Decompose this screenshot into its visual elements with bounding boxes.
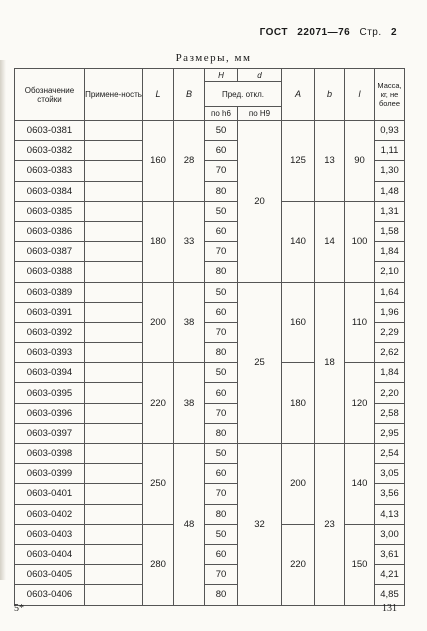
group-B: 48 [174,444,205,606]
row-mass: 1,84 [375,363,405,383]
row-application [85,201,143,221]
row-application [85,524,143,544]
row-designation: 0603-0392 [15,322,85,342]
row-mass: 1,64 [375,282,405,302]
row-H: 70 [205,322,238,342]
row-designation: 0603-0387 [15,242,85,262]
row-H: 70 [205,484,238,504]
group-l: 150 [345,524,375,605]
group-L: 180 [143,201,174,282]
row-mass: 3,56 [375,484,405,504]
gost-number: 22071—76 [297,27,351,38]
group-b: 13 [315,121,345,202]
row-mass: 4,13 [375,504,405,524]
row-application [85,121,143,141]
group-l: 140 [345,444,375,525]
row-H: 50 [205,201,238,221]
col-tolerance: Пред. откл. [205,82,282,107]
dimensions-table [14,68,405,606]
row-H: 80 [205,262,238,282]
group-b: 18 [315,282,345,444]
col-tol-d: по H9 [238,107,282,121]
row-H: 60 [205,383,238,403]
row-application [85,242,143,262]
table-caption: Размеры, мм [175,52,252,64]
row-mass: 3,00 [375,524,405,544]
row-mass: 3,05 [375,464,405,484]
row-application [85,322,143,342]
row-application [85,484,143,504]
table-row [15,282,405,302]
table-row [15,121,405,141]
row-mass: 1,31 [375,201,405,221]
row-designation: 0603-0383 [15,161,85,181]
group-L: 250 [143,444,174,525]
row-application [85,262,143,282]
row-H: 60 [205,221,238,241]
row-designation: 0603-0399 [15,464,85,484]
group-L: 200 [143,282,174,363]
row-application [85,383,143,403]
row-mass: 2,95 [375,423,405,443]
col-application: Примене-ность [85,69,143,121]
group-A: 220 [282,524,315,605]
row-mass: 2,10 [375,262,405,282]
row-designation: 0603-0393 [15,343,85,363]
group-A: 125 [282,121,315,202]
col-l: l [345,69,375,121]
col-tol-h: по h6 [205,107,238,121]
row-designation: 0603-0395 [15,383,85,403]
col-H: H [205,69,238,82]
row-H: 70 [205,242,238,262]
group-L: 160 [143,121,174,202]
row-application [85,161,143,181]
row-H: 70 [205,565,238,585]
row-H: 70 [205,161,238,181]
col-L: L [143,69,174,121]
row-H: 50 [205,444,238,464]
row-mass: 1,84 [375,242,405,262]
row-application [85,221,143,241]
row-mass: 4,85 [375,585,405,605]
group-l: 120 [345,363,375,444]
row-H: 50 [205,524,238,544]
row-designation: 0603-0391 [15,302,85,322]
row-application [85,504,143,524]
footer-page-number: 131 [382,603,397,614]
row-H: 60 [205,302,238,322]
scan-edge [0,60,6,580]
group-A: 180 [282,363,315,444]
row-mass: 2,54 [375,444,405,464]
row-mass: 1,11 [375,141,405,161]
row-mass: 4,21 [375,565,405,585]
footer-mark: 5* [14,603,24,614]
row-designation: 0603-0403 [15,524,85,544]
page-header [254,27,397,38]
row-application [85,181,143,201]
row-mass: 1,30 [375,161,405,181]
group-L: 280 [143,524,174,605]
group-B: 38 [174,363,205,444]
row-application [85,302,143,322]
row-application [85,565,143,585]
row-application [85,444,143,464]
group-B: 38 [174,282,205,363]
row-mass: 0,93 [375,121,405,141]
row-mass: 3,61 [375,544,405,564]
row-designation: 0603-0404 [15,544,85,564]
col-mass: Масса, кг, не более [375,69,405,121]
table-row [15,363,405,383]
col-designation: Обозначение стойки [15,69,85,121]
table-row [15,201,405,221]
group-d: 25 [238,282,282,444]
col-B: B [174,69,205,121]
row-designation: 0603-0396 [15,403,85,423]
table-row [15,524,405,544]
row-H: 80 [205,181,238,201]
row-application [85,544,143,564]
row-designation: 0603-0382 [15,141,85,161]
group-d: 20 [238,121,282,283]
group-A: 140 [282,201,315,282]
group-d: 32 [238,444,282,606]
group-l: 110 [345,282,375,363]
group-b: 14 [315,201,345,282]
row-H: 60 [205,141,238,161]
group-b: 23 [315,444,345,606]
row-application [85,423,143,443]
group-l: 90 [345,121,375,202]
group-l: 100 [345,201,375,282]
group-L: 220 [143,363,174,444]
row-designation: 0603-0384 [15,181,85,201]
page-label: Стр. [359,27,382,38]
row-mass: 2,20 [375,383,405,403]
row-designation: 0603-0386 [15,221,85,241]
col-d: d [238,69,282,82]
row-mass: 2,29 [375,322,405,342]
row-mass: 2,58 [375,403,405,423]
row-H: 60 [205,464,238,484]
group-B: 28 [174,121,205,202]
table-row [15,444,405,464]
row-designation: 0603-0389 [15,282,85,302]
row-H: 80 [205,585,238,605]
row-H: 50 [205,121,238,141]
row-application [85,585,143,605]
row-application [85,141,143,161]
row-designation: 0603-0397 [15,423,85,443]
row-application [85,403,143,423]
page-number: 2 [390,27,397,38]
row-application [85,343,143,363]
row-H: 50 [205,282,238,302]
row-mass: 1,58 [375,221,405,241]
col-b: b [315,69,345,121]
row-H: 60 [205,544,238,564]
row-H: 70 [205,403,238,423]
row-designation: 0603-0385 [15,201,85,221]
group-A: 160 [282,282,315,363]
row-H: 50 [205,363,238,383]
row-H: 80 [205,423,238,443]
gost-label: ГОСТ [259,27,288,38]
row-designation: 0603-0394 [15,363,85,383]
row-designation: 0603-0388 [15,262,85,282]
row-designation: 0603-0406 [15,585,85,605]
row-designation: 0603-0398 [15,444,85,464]
row-mass: 2,62 [375,343,405,363]
row-application [85,282,143,302]
row-mass: 1,48 [375,181,405,201]
row-designation: 0603-0405 [15,565,85,585]
row-designation: 0603-0402 [15,504,85,524]
group-B: 33 [174,201,205,282]
row-application [85,363,143,383]
row-H: 80 [205,504,238,524]
group-A: 200 [282,444,315,525]
row-designation: 0603-0401 [15,484,85,504]
row-application [85,464,143,484]
row-mass: 1,96 [375,302,405,322]
col-A: A [282,69,315,121]
row-H: 80 [205,343,238,363]
row-designation: 0603-0381 [15,121,85,141]
